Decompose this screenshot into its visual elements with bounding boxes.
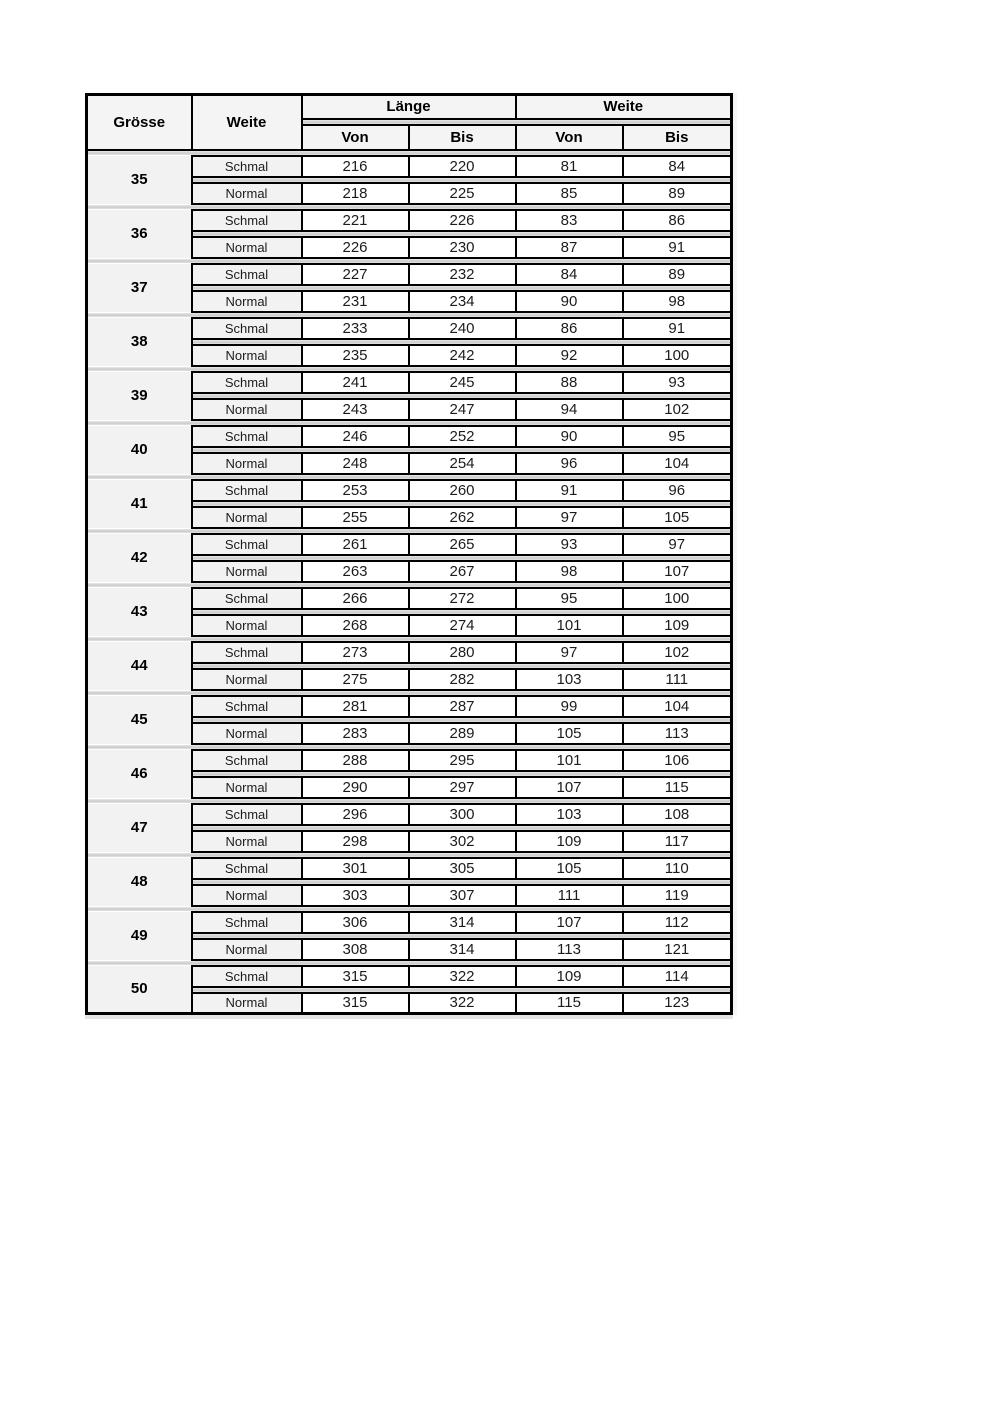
value-cell-laenge_von: 315	[302, 966, 409, 987]
value-cell-laenge_bis: 274	[409, 615, 516, 636]
fit-label-schmal: Schmal	[192, 966, 302, 987]
size-cell: 45	[87, 696, 192, 744]
header-weite-group: Weite	[516, 95, 732, 119]
value-cell-weite_bis: 108	[623, 804, 732, 825]
value-cell-laenge_von: 231	[302, 291, 409, 312]
size-row-schmal	[87, 264, 732, 285]
value-cell-weite_bis: 86	[623, 210, 732, 231]
value-cell-weite_von: 91	[516, 480, 623, 501]
value-cell-weite_bis: 102	[623, 642, 732, 663]
value-cell-weite_von: 97	[516, 507, 623, 528]
value-cell-weite_von: 85	[516, 183, 623, 204]
value-cell-laenge_von: 303	[302, 885, 409, 906]
value-cell-laenge_von: 248	[302, 453, 409, 474]
header-row-groups	[87, 95, 732, 119]
value-cell-weite_bis: 119	[623, 885, 732, 906]
value-cell-weite_bis: 117	[623, 831, 732, 852]
size-row-schmal	[87, 156, 732, 177]
value-cell-laenge_von: 261	[302, 534, 409, 555]
value-cell-weite_von: 96	[516, 453, 623, 474]
fit-label-schmal: Schmal	[192, 804, 302, 825]
value-cell-weite_von: 86	[516, 318, 623, 339]
fit-label-normal: Normal	[192, 507, 302, 528]
size-cell: 47	[87, 804, 192, 852]
value-cell-laenge_bis: 230	[409, 237, 516, 258]
value-cell-weite_bis: 104	[623, 696, 732, 717]
value-cell-laenge_bis: 307	[409, 885, 516, 906]
value-cell-weite_von: 107	[516, 912, 623, 933]
fit-label-schmal: Schmal	[192, 750, 302, 771]
fit-label-normal: Normal	[192, 669, 302, 690]
value-cell-laenge_von: 281	[302, 696, 409, 717]
value-cell-weite_von: 81	[516, 156, 623, 177]
value-cell-weite_bis: 106	[623, 750, 732, 771]
size-cell: 37	[87, 264, 192, 312]
value-cell-laenge_von: 283	[302, 723, 409, 744]
fit-label-normal: Normal	[192, 291, 302, 312]
value-cell-weite_bis: 104	[623, 453, 732, 474]
fit-label-normal: Normal	[192, 237, 302, 258]
value-cell-weite_bis: 89	[623, 183, 732, 204]
value-cell-weite_von: 113	[516, 939, 623, 960]
header-weite-bis: Bis	[623, 125, 732, 150]
value-cell-laenge_bis: 265	[409, 534, 516, 555]
value-cell-laenge_bis: 287	[409, 696, 516, 717]
size-row-schmal	[87, 318, 732, 339]
value-cell-weite_bis: 96	[623, 480, 732, 501]
header-groesse: Grösse	[87, 95, 192, 150]
value-cell-weite_bis: 97	[623, 534, 732, 555]
value-cell-weite_bis: 89	[623, 264, 732, 285]
header-laenge-von: Von	[302, 125, 409, 150]
value-cell-laenge_von: 226	[302, 237, 409, 258]
size-cell: 35	[87, 156, 192, 204]
value-cell-laenge_bis: 322	[409, 966, 516, 987]
value-cell-laenge_bis: 314	[409, 912, 516, 933]
value-cell-weite_von: 111	[516, 885, 623, 906]
fit-label-schmal: Schmal	[192, 264, 302, 285]
value-cell-weite_bis: 110	[623, 858, 732, 879]
size-row-schmal	[87, 588, 732, 609]
value-cell-weite_bis: 112	[623, 912, 732, 933]
fit-label-normal: Normal	[192, 615, 302, 636]
value-cell-weite_von: 84	[516, 264, 623, 285]
value-cell-laenge_bis: 267	[409, 561, 516, 582]
fit-label-schmal: Schmal	[192, 426, 302, 447]
value-cell-laenge_bis: 300	[409, 804, 516, 825]
header-laenge-group: Länge	[302, 95, 516, 119]
fit-label-normal: Normal	[192, 561, 302, 582]
size-row-schmal	[87, 426, 732, 447]
value-cell-weite_von: 105	[516, 723, 623, 744]
value-cell-weite_von: 115	[516, 993, 623, 1014]
value-cell-weite_von: 90	[516, 291, 623, 312]
size-cell: 44	[87, 642, 192, 690]
value-cell-weite_bis: 113	[623, 723, 732, 744]
value-cell-weite_von: 103	[516, 669, 623, 690]
value-cell-weite_bis: 100	[623, 345, 732, 366]
size-cell: 50	[87, 966, 192, 1014]
size-row-schmal	[87, 966, 732, 987]
fit-label-normal: Normal	[192, 453, 302, 474]
value-cell-laenge_von: 253	[302, 480, 409, 501]
value-cell-laenge_von: 308	[302, 939, 409, 960]
value-cell-laenge_bis: 305	[409, 858, 516, 879]
value-cell-weite_bis: 98	[623, 291, 732, 312]
size-cell: 41	[87, 480, 192, 528]
fit-label-schmal: Schmal	[192, 642, 302, 663]
value-cell-laenge_von: 301	[302, 858, 409, 879]
value-cell-laenge_von: 246	[302, 426, 409, 447]
value-cell-weite_von: 101	[516, 750, 623, 771]
value-cell-weite_von: 109	[516, 966, 623, 987]
size-cell: 49	[87, 912, 192, 960]
value-cell-weite_von: 95	[516, 588, 623, 609]
fit-label-normal: Normal	[192, 831, 302, 852]
fit-label-schmal: Schmal	[192, 912, 302, 933]
value-cell-laenge_bis: 282	[409, 669, 516, 690]
value-cell-laenge_von: 268	[302, 615, 409, 636]
fit-label-normal: Normal	[192, 777, 302, 798]
value-cell-laenge_bis: 260	[409, 480, 516, 501]
value-cell-weite_bis: 102	[623, 399, 732, 420]
size-row-schmal	[87, 210, 732, 231]
header-weite: Weite	[192, 95, 302, 150]
value-cell-weite_von: 105	[516, 858, 623, 879]
fit-label-schmal: Schmal	[192, 696, 302, 717]
value-cell-weite_von: 93	[516, 534, 623, 555]
value-cell-laenge_bis: 272	[409, 588, 516, 609]
fit-label-schmal: Schmal	[192, 534, 302, 555]
value-cell-weite_von: 97	[516, 642, 623, 663]
value-cell-weite_von: 98	[516, 561, 623, 582]
value-cell-laenge_bis: 297	[409, 777, 516, 798]
fit-label-normal: Normal	[192, 345, 302, 366]
value-cell-laenge_von: 273	[302, 642, 409, 663]
header-laenge-bis: Bis	[409, 125, 516, 150]
value-cell-laenge_bis: 314	[409, 939, 516, 960]
size-row-schmal	[87, 858, 732, 879]
value-cell-weite_bis: 93	[623, 372, 732, 393]
value-cell-laenge_von: 255	[302, 507, 409, 528]
size-cell: 43	[87, 588, 192, 636]
size-cell: 38	[87, 318, 192, 366]
fit-label-schmal: Schmal	[192, 588, 302, 609]
value-cell-laenge_von: 306	[302, 912, 409, 933]
fit-label-schmal: Schmal	[192, 480, 302, 501]
size-row-schmal	[87, 804, 732, 825]
fit-label-normal: Normal	[192, 993, 302, 1014]
value-cell-weite_bis: 123	[623, 993, 732, 1014]
header-weite-von: Von	[516, 125, 623, 150]
value-cell-laenge_von: 241	[302, 372, 409, 393]
size-row-schmal	[87, 372, 732, 393]
value-cell-laenge_von: 288	[302, 750, 409, 771]
value-cell-weite_bis: 121	[623, 939, 732, 960]
size-cell: 40	[87, 426, 192, 474]
value-cell-laenge_bis: 302	[409, 831, 516, 852]
value-cell-laenge_von: 227	[302, 264, 409, 285]
value-cell-weite_bis: 100	[623, 588, 732, 609]
size-chart-table	[85, 93, 733, 1015]
fit-label-schmal: Schmal	[192, 210, 302, 231]
size-cell: 39	[87, 372, 192, 420]
value-cell-laenge_bis: 289	[409, 723, 516, 744]
value-cell-laenge_von: 216	[302, 156, 409, 177]
value-cell-laenge_von: 243	[302, 399, 409, 420]
value-cell-laenge_bis: 240	[409, 318, 516, 339]
fit-label-schmal: Schmal	[192, 156, 302, 177]
value-cell-laenge_bis: 232	[409, 264, 516, 285]
value-cell-weite_bis: 84	[623, 156, 732, 177]
value-cell-weite_von: 90	[516, 426, 623, 447]
fit-label-schmal: Schmal	[192, 318, 302, 339]
size-cell: 42	[87, 534, 192, 582]
fit-label-schmal: Schmal	[192, 372, 302, 393]
size-row-schmal	[87, 480, 732, 501]
value-cell-weite_von: 109	[516, 831, 623, 852]
value-cell-weite_von: 99	[516, 696, 623, 717]
fit-label-normal: Normal	[192, 183, 302, 204]
value-cell-weite_von: 103	[516, 804, 623, 825]
size-cell: 46	[87, 750, 192, 798]
value-cell-laenge_von: 275	[302, 669, 409, 690]
fit-label-normal: Normal	[192, 723, 302, 744]
value-cell-laenge_bis: 262	[409, 507, 516, 528]
value-cell-weite_bis: 107	[623, 561, 732, 582]
value-cell-weite_bis: 114	[623, 966, 732, 987]
fit-label-normal: Normal	[192, 939, 302, 960]
size-cell: 48	[87, 858, 192, 906]
value-cell-laenge_bis: 252	[409, 426, 516, 447]
value-cell-weite_von: 107	[516, 777, 623, 798]
fit-label-schmal: Schmal	[192, 858, 302, 879]
value-cell-laenge_bis: 245	[409, 372, 516, 393]
size-row-schmal	[87, 912, 732, 933]
value-cell-laenge_bis: 254	[409, 453, 516, 474]
value-cell-laenge_bis: 242	[409, 345, 516, 366]
value-cell-weite_von: 88	[516, 372, 623, 393]
value-cell-laenge_von: 218	[302, 183, 409, 204]
value-cell-laenge_bis: 234	[409, 291, 516, 312]
value-cell-laenge_von: 298	[302, 831, 409, 852]
value-cell-laenge_bis: 226	[409, 210, 516, 231]
value-cell-laenge_von: 263	[302, 561, 409, 582]
fit-label-normal: Normal	[192, 885, 302, 906]
value-cell-laenge_von: 315	[302, 993, 409, 1014]
value-cell-laenge_bis: 280	[409, 642, 516, 663]
value-cell-laenge_von: 235	[302, 345, 409, 366]
value-cell-laenge_von: 290	[302, 777, 409, 798]
size-row-schmal	[87, 642, 732, 663]
value-cell-weite_von: 101	[516, 615, 623, 636]
value-cell-laenge_von: 221	[302, 210, 409, 231]
value-cell-laenge_bis: 220	[409, 156, 516, 177]
value-cell-weite_von: 92	[516, 345, 623, 366]
value-cell-weite_bis: 91	[623, 318, 732, 339]
fit-label-normal: Normal	[192, 399, 302, 420]
size-row-schmal	[87, 534, 732, 555]
value-cell-weite_bis: 111	[623, 669, 732, 690]
value-cell-laenge_bis: 247	[409, 399, 516, 420]
value-cell-weite_von: 83	[516, 210, 623, 231]
value-cell-weite_bis: 115	[623, 777, 732, 798]
value-cell-laenge_bis: 322	[409, 993, 516, 1014]
value-cell-weite_bis: 109	[623, 615, 732, 636]
value-cell-laenge_von: 296	[302, 804, 409, 825]
value-cell-weite_von: 94	[516, 399, 623, 420]
value-cell-weite_bis: 95	[623, 426, 732, 447]
size-cell: 36	[87, 210, 192, 258]
value-cell-laenge_bis: 225	[409, 183, 516, 204]
value-cell-laenge_bis: 295	[409, 750, 516, 771]
value-cell-weite_von: 87	[516, 237, 623, 258]
value-cell-weite_bis: 105	[623, 507, 732, 528]
value-cell-weite_bis: 91	[623, 237, 732, 258]
value-cell-laenge_von: 233	[302, 318, 409, 339]
size-row-schmal	[87, 696, 732, 717]
value-cell-laenge_von: 266	[302, 588, 409, 609]
size-row-schmal	[87, 750, 732, 771]
